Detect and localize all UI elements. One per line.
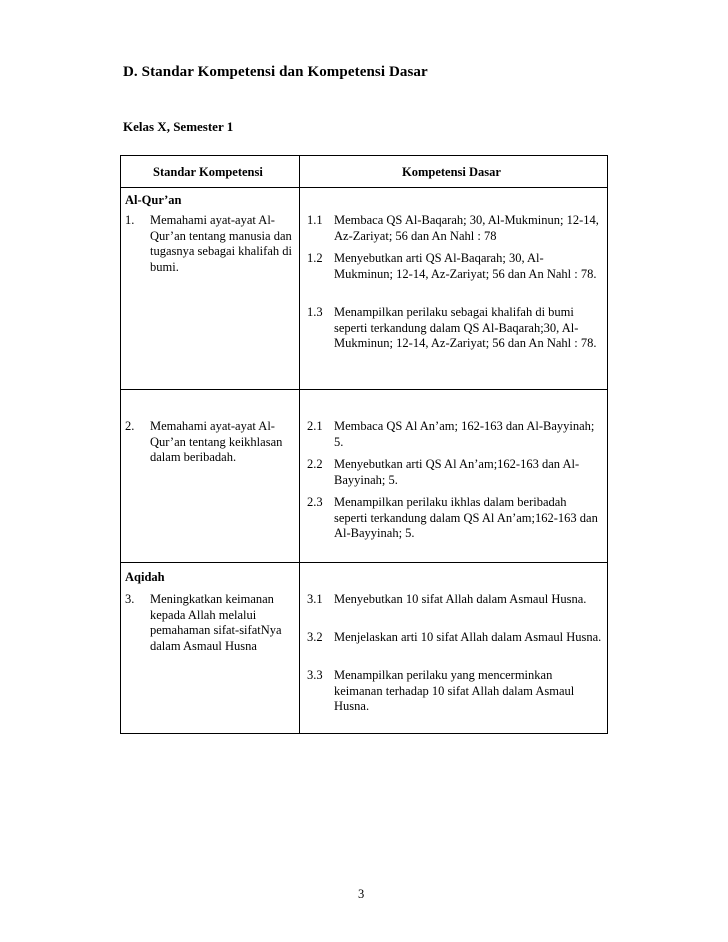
kd-number: 2.3	[307, 495, 323, 509]
sk-text: Memahami ayat-ayat Al-Qur’an tentang manusia dan tugasnya sebagai khalifah di bumi.	[150, 213, 292, 274]
class-semester-label: Kelas X, Semester 1	[123, 119, 234, 134]
kd-text: Menjelaskan arti 10 sifat Allah dalam Asmaul Husna.	[334, 630, 602, 644]
section-title-aqidah: Aqidah	[125, 570, 165, 584]
page-number: 3	[358, 887, 365, 901]
kd-text: Membaca QS Al An’am; 162-163 dan Al-Bayyinah; 5.	[334, 419, 595, 449]
kd-number: 1.2	[307, 251, 323, 265]
kd-text: Menyebutkan arti QS Al An’am;162-163 dan Al-Bayyinah; 5.	[334, 457, 580, 487]
section-title-alquran: Al-Qur’an	[125, 193, 182, 207]
header-standar-kompetensi: Standar Kompetensi	[153, 165, 263, 179]
kd-number: 2.1	[307, 419, 323, 433]
sk-number: 2.	[125, 419, 135, 433]
kd-number: 1.1	[307, 213, 323, 227]
header-divider	[121, 187, 607, 188]
kd-number: 1.3	[307, 305, 323, 319]
kd-text: Menyebutkan arti QS Al-Baqarah; 30, Al-Mukminun; 12-14, Az-Zariyat; 56 dan An Nahl : 78.	[334, 251, 597, 281]
kd-number: 3.1	[307, 592, 323, 606]
kd-text: Membaca QS Al-Baqarah; 30, Al-Mukminun; 12-14, Az-Zariyat; 56 dan An Nahl : 78	[334, 213, 599, 243]
sk-text: Meningkatkan keimanan kepada Allah melalui pemahaman sifat-sifatNya dalam Asmaul Husna	[150, 592, 282, 653]
header-kompetensi-dasar: Kompetensi Dasar	[402, 165, 501, 179]
kd-text: Menampilkan perilaku ikhlas dalam beribadah seperti terkandung dalam QS Al An’am;162-163 dan Al-Bayyinah; 5.	[334, 495, 598, 540]
kd-text: Menampilkan perilaku sebagai khalifah di bumi seperti terkandung dalam QS Al-Baqarah;30, Al-Mukminun; 12-14, Az-Zariyat; 56 dan An Nahl : 78.	[334, 305, 597, 350]
column-divider	[299, 156, 300, 733]
kd-number: 3.2	[307, 630, 323, 644]
row-divider	[121, 562, 607, 563]
sk-number: 3.	[125, 592, 135, 606]
row-divider	[121, 389, 607, 390]
competency-table	[120, 155, 608, 734]
kd-number: 3.3	[307, 668, 323, 682]
section-heading: D. Standar Kompetensi dan Kompetensi Dasar	[123, 64, 428, 80]
kd-number: 2.2	[307, 457, 323, 471]
sk-number: 1.	[125, 213, 135, 227]
kd-text: Menyebutkan 10 sifat Allah dalam Asmaul Husna.	[334, 592, 587, 606]
kd-text: Menampilkan perilaku yang mencerminkan keimanan terhadap 10 sifat Allah dalam Asmaul Husna.	[334, 668, 575, 713]
sk-text: Memahami ayat-ayat Al-Qur’an tentang keikhlasan dalam beribadah.	[150, 419, 283, 464]
